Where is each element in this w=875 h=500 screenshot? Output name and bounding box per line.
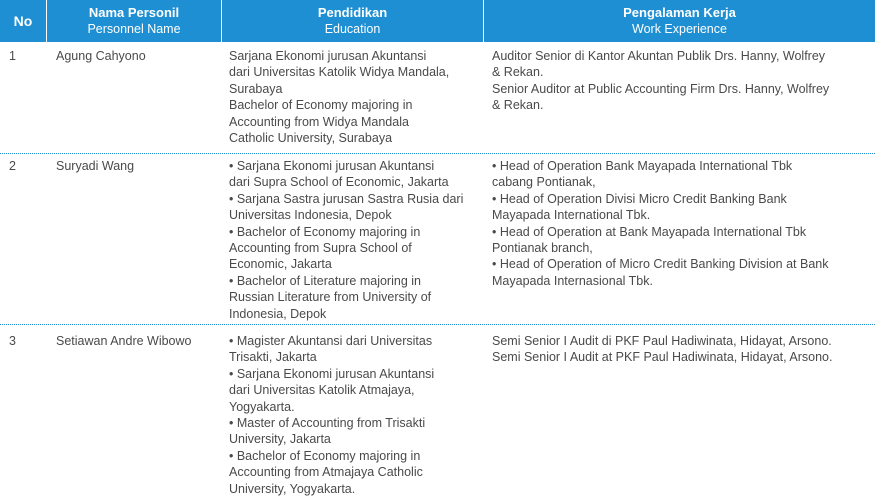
- header-name-en: Personnel Name: [87, 22, 181, 36]
- experience-line: • Head of Operation at Bank Mayapada International Tbk: [492, 224, 807, 239]
- header-experience-id: Pengalaman Kerja: [623, 5, 736, 20]
- experience-line: & Rekan.: [492, 98, 544, 113]
- experience-line: Auditor Senior di Kantor Akuntan Publik Drs. Hanny, Wolfrey: [492, 49, 826, 63]
- row-experience: [492, 48, 870, 114]
- row-experience: [492, 158, 870, 289]
- education-line: Universitas Indonesia, Depok: [229, 208, 392, 223]
- experience-line: Pontianak branch,: [492, 241, 593, 256]
- row-no: 1: [9, 49, 16, 63]
- education-line: University, Yogyakarta.: [229, 481, 356, 496]
- experience-line: • Head of Operation Bank Mayapada International Tbk: [492, 159, 793, 173]
- header-name-id: Nama Personil: [88, 5, 180, 20]
- education-line: Economic, Jakarta: [229, 257, 332, 272]
- education-line: Catholic University, Surabaya: [229, 131, 393, 146]
- experience-line: Mayapada Internasional Tbk.: [492, 273, 653, 288]
- header-no: [0, 0, 47, 42]
- experience-line: Mayapada International Tbk.: [492, 208, 651, 223]
- education-line: Bachelor of Economy majoring in: [229, 98, 413, 113]
- education-line: Accounting from Supra School of: [229, 241, 412, 256]
- row-no: 3: [9, 334, 16, 348]
- education-line: dari Supra School of Economic, Jakarta: [229, 175, 449, 190]
- row-education: [229, 333, 479, 497]
- experience-line: Semi Senior I Audit di PKF Paul Hadiwinata, Hidayat, Arsono.: [492, 334, 832, 348]
- table-header: [0, 0, 875, 42]
- row-experience: [492, 333, 870, 366]
- table-row: [0, 154, 875, 325]
- row-no: 2: [9, 159, 16, 173]
- education-line: • Bachelor of Literature majoring in: [229, 273, 421, 288]
- experience-line: • Head of Operation of Micro Credit Banking Division at Bank: [492, 257, 829, 272]
- table-row: [0, 42, 875, 154]
- education-line: dari Universitas Katolik Atmajaya,: [229, 383, 415, 398]
- experience-line: Semi Senior I Audit at PKF Paul Hadiwinata, Hidayat, Arsono.: [492, 350, 833, 365]
- education-line: Surabaya: [229, 81, 283, 96]
- experience-line: & Rekan.: [492, 65, 544, 80]
- education-line: Accounting from Widya Mandala: [229, 114, 409, 129]
- education-line: • Bachelor of Economy majoring in: [229, 224, 421, 239]
- header-education-id: Pendidikan: [317, 5, 388, 20]
- row-name: Setiawan Andre Wibowo: [56, 334, 192, 348]
- row-name: Agung Cahyono: [56, 49, 146, 63]
- education-line: Accounting from Atmajaya Catholic: [229, 465, 423, 480]
- education-line: • Master of Accounting from Trisakti: [229, 416, 426, 431]
- education-line: Yogyakarta.: [229, 399, 295, 414]
- header-experience: [484, 0, 875, 42]
- education-line: Sarjana Ekonomi jurusan Akuntansi: [229, 49, 427, 63]
- education-line: University, Jakarta: [229, 432, 331, 447]
- education-line: Indonesia, Depok: [229, 306, 327, 321]
- row-name: Suryadi Wang: [56, 159, 135, 173]
- header-name: [47, 0, 222, 42]
- experience-line: • Head of Operation Divisi Micro Credit Banking Bank: [492, 191, 787, 206]
- education-line: dari Universitas Katolik Widya Mandala,: [229, 65, 450, 80]
- header-education: [222, 0, 484, 42]
- education-line: • Bachelor of Economy majoring in: [229, 448, 421, 463]
- education-line: • Sarjana Ekonomi jurusan Akuntansi: [229, 366, 435, 381]
- education-line: • Magister Akuntansi dari Universitas: [229, 334, 433, 348]
- header-no-label: No: [13, 13, 33, 29]
- experience-line: Senior Auditor at Public Accounting Firm Drs. Hanny, Wolfrey: [492, 81, 830, 96]
- header-experience-en: Work Experience: [632, 22, 727, 36]
- row-education: [229, 158, 479, 322]
- table-row: [0, 325, 875, 500]
- education-line: • Sarjana Ekonomi jurusan Akuntansi: [229, 159, 435, 173]
- education-line: Russian Literature from University of: [229, 290, 432, 305]
- experience-line: cabang Pontianak,: [492, 175, 596, 190]
- row-education: [229, 48, 479, 146]
- education-line: Trisakti, Jakarta: [229, 350, 317, 365]
- header-education-en: Education: [324, 22, 381, 36]
- education-line: • Sarjana Sastra jurusan Sastra Rusia dari: [229, 191, 464, 206]
